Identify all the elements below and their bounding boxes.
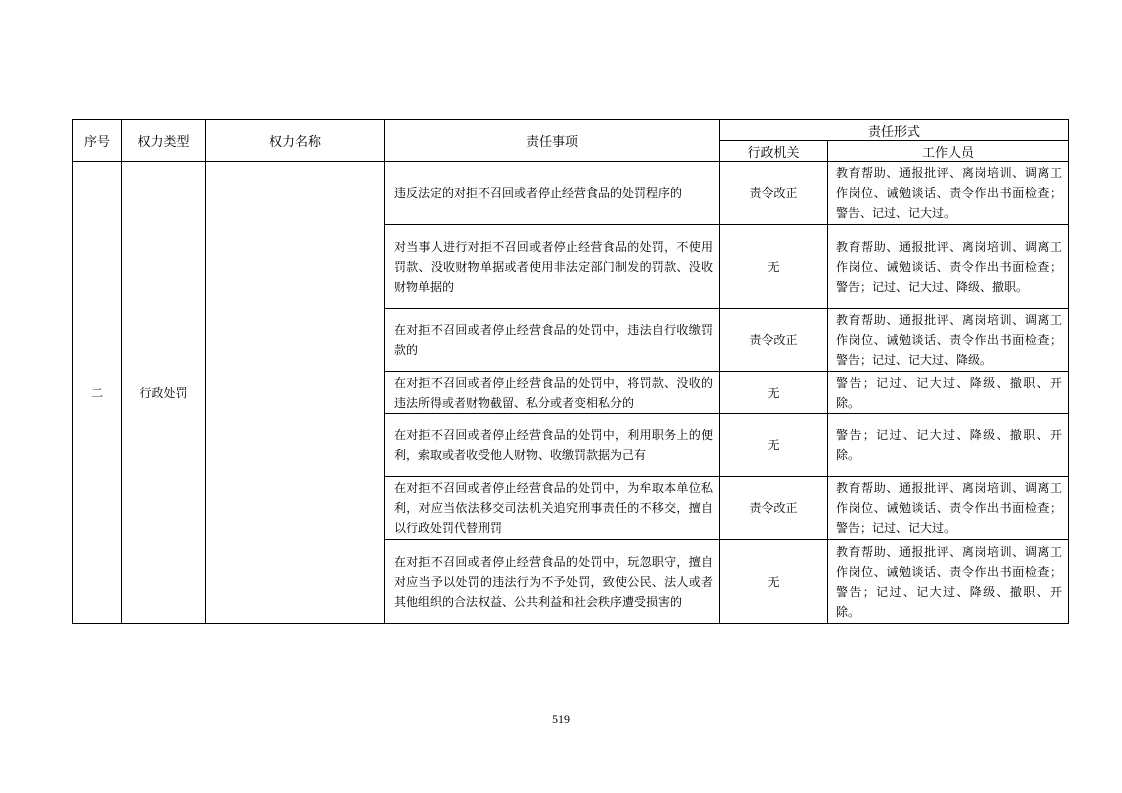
staff-cell: 警告；记过、记大过、降级、撤职、开除。 [828, 414, 1069, 477]
header-matter: 责任事项 [385, 120, 720, 162]
header-organ: 行政机关 [720, 141, 828, 162]
group-power-name [206, 162, 385, 624]
matter-cell: 违反法定的对拒不召回或者停止经营食品的处罚程序的 [385, 162, 720, 225]
matter-cell: 在对拒不召回或者停止经营食品的处罚中，为牟取本单位私利，对应当依法移交司法机关追究刑事责任的不移交，擅自以行政处罚代替刑罚 [385, 477, 720, 540]
header-staff: 工作人员 [828, 141, 1069, 162]
staff-cell: 教育帮助、通报批评、离岗培训、调离工作岗位、诫勉谈话、责令作出书面检查；警告；记过、记大过、降级。 [828, 309, 1069, 372]
staff-cell: 教育帮助、通报批评、离岗培训、调离工作岗位、诫勉谈话、责令作出书面检查；警告；记过、记大过。 [828, 477, 1069, 540]
header-row-1 [73, 120, 1069, 141]
group-power-type: 行政处罚 [122, 162, 206, 624]
staff-cell: 教育帮助、通报批评、离岗培训、调离工作岗位、诫勉谈话、责令作出书面检查；警告、记过、记大过。 [828, 162, 1069, 225]
staff-cell: 警告；记过、记大过、降级、撤职、开除。 [828, 372, 1069, 414]
table-row [73, 162, 1069, 225]
organ-cell: 无 [720, 372, 828, 414]
matter-cell: 在对拒不召回或者停止经营食品的处罚中，将罚款、没收的违法所得或者财物截留、私分或者变相私分的 [385, 372, 720, 414]
organ-cell: 责令改正 [720, 477, 828, 540]
header-form: 责任形式 [720, 120, 1069, 141]
group-seq: 二 [73, 162, 122, 624]
organ-cell: 无 [720, 540, 828, 624]
matter-cell: 在对拒不召回或者停止经营食品的处罚中，违法自行收缴罚款的 [385, 309, 720, 372]
organ-cell: 责令改正 [720, 309, 828, 372]
responsibility-table [72, 119, 1069, 624]
page-number: 519 [552, 712, 570, 726]
staff-cell: 教育帮助、通报批评、离岗培训、调离工作岗位、诫勉谈话、责令作出书面检查；警告；记过、记大过、降级、撤职、开除。 [828, 540, 1069, 624]
matter-cell: 对当事人进行对拒不召回或者停止经营食品的处罚，不使用罚款、没收财物单据或者使用非法定部门制发的罚款、没收财物单据的 [385, 225, 720, 309]
organ-cell: 无 [720, 414, 828, 477]
header-seq: 序号 [73, 120, 122, 162]
matter-cell: 在对拒不召回或者停止经营食品的处罚中，玩忽职守，擅自对应当予以处罚的违法行为不予处罚，致使公民、法人或者其他组织的合法权益、公共利益和社会秩序遭受损害的 [385, 540, 720, 624]
header-power-name: 权力名称 [206, 120, 385, 162]
staff-cell: 教育帮助、通报批评、离岗培训、调离工作岗位、诫勉谈话、责令作出书面检查；警告；记过、记大过、降级、撤职。 [828, 225, 1069, 309]
organ-cell: 无 [720, 225, 828, 309]
matter-cell: 在对拒不召回或者停止经营食品的处罚中，利用职务上的便利，索取或者收受他人财物、收缴罚款据为己有 [385, 414, 720, 477]
header-power-type: 权力类型 [122, 120, 206, 162]
organ-cell: 责令改正 [720, 162, 828, 225]
